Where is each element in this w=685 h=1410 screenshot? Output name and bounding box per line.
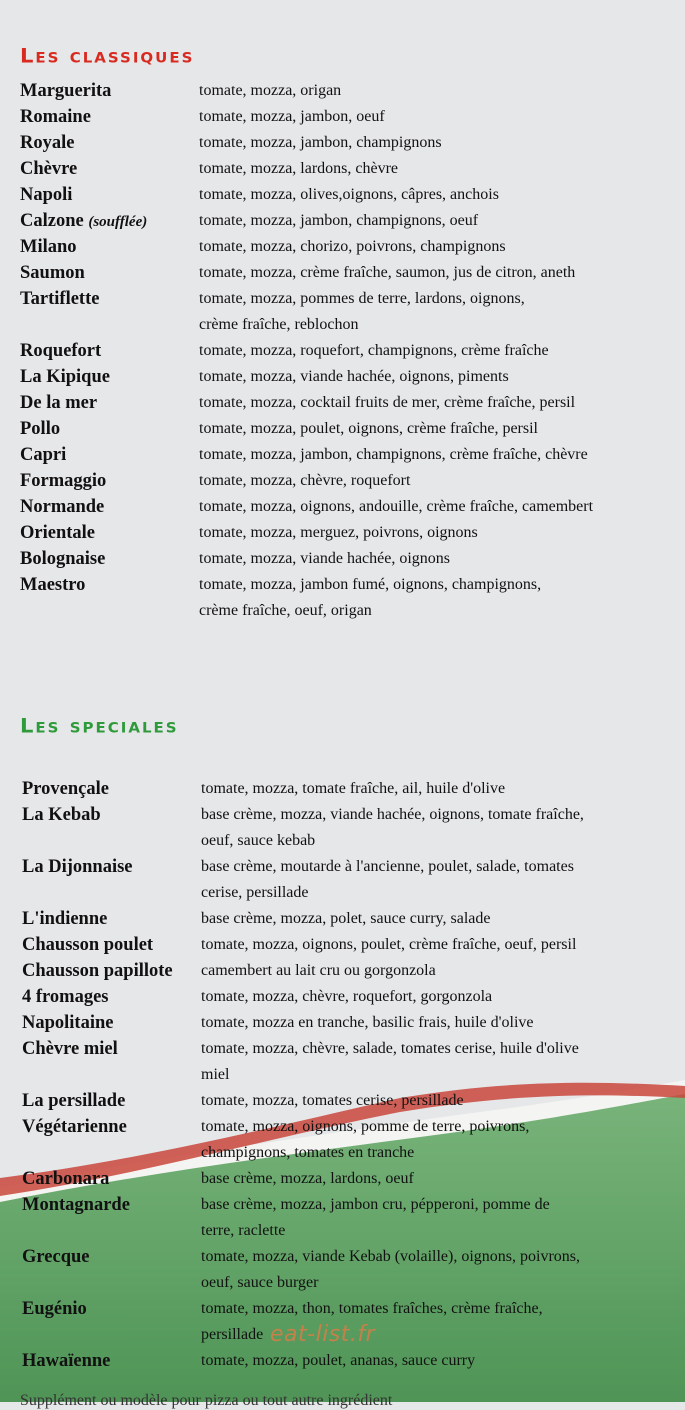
pizza-ingredients: tomate, mozza, olives,oignons, câpres, anchois <box>199 186 499 203</box>
pizza-name: L'indienne <box>22 909 108 929</box>
pizza-name: Provençale <box>22 779 109 799</box>
pizza-ingredients: tomate, mozza, pommes de terre, lardons, oignons, <box>199 290 525 307</box>
pizza-name: Chèvre <box>20 159 78 179</box>
pizza-name: Milano <box>20 237 77 257</box>
pizza-ingredients: camembert au lait cru ou gorgonzola <box>201 962 436 979</box>
pizza-ingredients: champignons, tomates en tranche <box>201 1144 415 1161</box>
pizza-ingredients: tomate, mozza, viande hachée, oignons <box>199 550 451 567</box>
pizza-ingredients: tomate, mozza, jambon, champignons, crème fraîche, chèvre <box>199 446 588 463</box>
section-title-classiques: Les classiques <box>20 44 195 68</box>
pizza-name: Bolognaise <box>20 549 106 569</box>
footer-note: Supplément ou modèle pour pizza ou tout autre ingrédient <box>20 1392 393 1409</box>
pizza-ingredients: tomate, mozza, tomates cerise, persillade <box>201 1092 464 1109</box>
pizza-name: La Kipique <box>20 367 110 387</box>
pizza-ingredients: tomate, mozza, roquefort, champignons, crème fraîche <box>199 342 549 359</box>
pizza-ingredients: oeuf, sauce kebab <box>201 832 316 849</box>
pizza-name: Orientale <box>20 523 96 543</box>
pizza-name: La Dijonnaise <box>22 857 133 877</box>
pizza-name: Hawaïenne <box>22 1351 111 1371</box>
pizza-ingredients: tomate, mozza, chorizo, poivrons, champignons <box>199 238 506 255</box>
pizza-ingredients: base crème, mozza, jambon cru, pépperoni, pomme de <box>201 1196 550 1213</box>
pizza-ingredients: tomate, mozza, oignons, pomme de terre, poivrons, <box>201 1118 530 1135</box>
pizza-ingredients: cerise, persillade <box>201 884 309 901</box>
pizza-name: Calzone (soufflée) <box>20 211 148 231</box>
pizza-ingredients: tomate, mozza, jambon, champignons <box>199 134 442 151</box>
pizza-ingredients: crème fraîche, reblochon <box>199 316 359 333</box>
section-title-speciales: Les speciales <box>20 714 179 738</box>
pizza-ingredients: tomate, mozza, poulet, oignons, crème fraîche, persil <box>199 420 538 437</box>
pizza-name: Eugénio <box>22 1299 87 1319</box>
watermark: eat-list.fr <box>270 1322 376 1347</box>
pizza-name: Tartiflette <box>20 289 100 309</box>
pizza-name: De la mer <box>20 393 98 413</box>
pizza-name: Capri <box>20 445 67 465</box>
pizza-name: Montagnarde <box>22 1195 130 1215</box>
pizza-name: Napoli <box>20 185 73 205</box>
pizza-ingredients: tomate, mozza, cocktail fruits de mer, crème fraîche, persil <box>199 394 576 411</box>
pizza-ingredients: tomate, mozza, jambon fumé, oignons, champignons, <box>199 576 542 593</box>
pizza-ingredients: tomate, mozza, jambon, champignons, oeuf <box>199 212 479 229</box>
pizza-name: Végétarienne <box>22 1117 127 1137</box>
pizza-name: Pollo <box>20 419 61 439</box>
pizza-ingredients: tomate, mozza, jambon, oeuf <box>199 108 385 125</box>
pizza-name: Romaine <box>20 107 91 127</box>
pizza-ingredients: base crème, mozza, lardons, oeuf <box>201 1170 414 1187</box>
pizza-ingredients: tomate, mozza, lardons, chèvre <box>199 160 399 177</box>
pizza-ingredients: tomate, mozza, chèvre, roquefort <box>199 472 411 489</box>
pizza-ingredients: tomate, mozza, poulet, ananas, sauce curry <box>201 1352 476 1369</box>
pizza-ingredients: crème fraîche, oeuf, origan <box>199 602 372 619</box>
pizza-name: Grecque <box>22 1247 90 1267</box>
pizza-ingredients: base crème, mozza, viande hachée, oignons, tomate fraîche, <box>201 806 584 823</box>
pizza-ingredients: base crème, mozza, polet, sauce curry, salade <box>201 910 491 927</box>
pizza-ingredients: tomate, mozza, thon, tomates fraîches, crème fraîche, <box>201 1300 543 1317</box>
pizza-name: Saumon <box>20 263 85 283</box>
pizza-ingredients: miel <box>201 1066 230 1083</box>
pizza-ingredients: oeuf, sauce burger <box>201 1274 319 1291</box>
pizza-ingredients: persillade <box>201 1326 264 1343</box>
pizza-name: Royale <box>20 133 75 153</box>
pizza-name: Chausson papillote <box>22 961 173 981</box>
pizza-ingredients: tomate, mozza, chèvre, salade, tomates cerise, huile d'olive <box>201 1040 579 1057</box>
pizza-ingredients: tomate, mozza, merguez, poivrons, oignons <box>199 524 478 541</box>
pizza-ingredients: tomate, mozza, crème fraîche, saumon, jus de citron, aneth <box>199 264 576 281</box>
pizza-name: Normande <box>20 497 105 517</box>
pizza-ingredients: tomate, mozza, origan <box>199 82 342 99</box>
pizza-name: Marguerita <box>20 81 112 101</box>
pizza-ingredients: tomate, mozza, viande Kebab (volaille), oignons, poivrons, <box>201 1248 581 1265</box>
pizza-name: Maestro <box>20 575 86 595</box>
pizza-ingredients: tomate, mozza, chèvre, roquefort, gorgonzola <box>201 988 493 1005</box>
pizza-name: 4 fromages <box>22 987 109 1007</box>
pizza-name: Chèvre miel <box>22 1039 118 1059</box>
pizza-note: (soufflée) <box>88 214 148 230</box>
pizza-ingredients: base crème, moutarde à l'ancienne, poulet, salade, tomates <box>201 858 574 875</box>
pizza-name: Napolitaine <box>22 1013 114 1033</box>
pizza-name: La persillade <box>22 1091 126 1111</box>
pizza-ingredients: tomate, mozza, tomate fraîche, ail, huile d'olive <box>201 780 506 797</box>
pizza-name: Formaggio <box>20 471 107 491</box>
pizza-ingredients: tomate, mozza en tranche, basilic frais, huile d'olive <box>201 1014 534 1031</box>
pizza-name: Roquefort <box>20 341 102 361</box>
pizza-ingredients: tomate, mozza, oignons, poulet, crème fraîche, oeuf, persil <box>201 936 577 953</box>
pizza-ingredients: terre, raclette <box>201 1222 286 1239</box>
pizza-name: Carbonara <box>22 1169 110 1189</box>
pizza-ingredients: tomate, mozza, oignons, andouille, crème fraîche, camembert <box>199 498 594 515</box>
pizza-ingredients: tomate, mozza, viande hachée, oignons, piments <box>199 368 509 385</box>
pizza-name: La Kebab <box>22 805 101 825</box>
pizza-name: Chausson poulet <box>22 935 154 955</box>
